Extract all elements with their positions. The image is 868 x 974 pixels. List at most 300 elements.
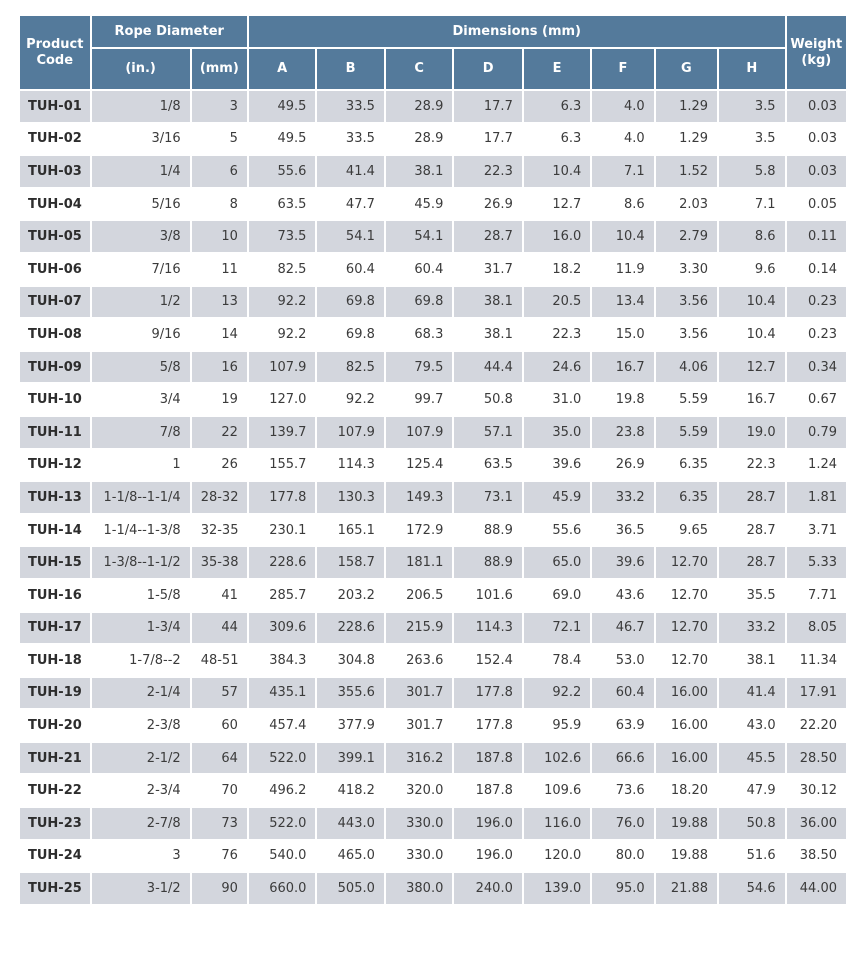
table-cell: 92.2 [248,318,316,351]
table-cell: 92.2 [248,286,316,319]
table-cell: 6 [191,155,248,188]
table-cell: 3.56 [655,286,718,319]
table-cell: 63.9 [591,709,654,742]
table-cell: 9.65 [655,514,718,547]
table-cell: 90 [191,872,248,905]
table-cell: 3/4 [91,383,191,416]
table-cell: 457.4 [248,709,316,742]
table-cell: 26.9 [591,449,654,482]
product-code-cell: TUH-13 [19,481,91,514]
product-code-cell: TUH-07 [19,286,91,319]
table-cell: 41 [191,579,248,612]
table-cell: 68.3 [385,318,453,351]
product-code-cell: TUH-11 [19,416,91,449]
table-cell: 22 [191,416,248,449]
table-cell: 44.4 [453,351,523,384]
table-row [19,351,847,384]
table-cell: 38.1 [385,155,453,188]
table-cell: 70 [191,774,248,807]
table-cell: 15.0 [591,318,654,351]
table-cell: 177.8 [453,677,523,710]
table-cell: 1/4 [91,155,191,188]
table-cell: 88.9 [453,546,523,579]
table-cell: 45.5 [718,742,786,775]
table-cell: 2.79 [655,220,718,253]
table-cell: 330.0 [385,840,453,873]
table-cell: 3.71 [786,514,847,547]
table-cell: 3.5 [718,90,786,123]
header-dimensions: Dimensions (mm) [248,15,786,48]
table-cell: 22.3 [523,318,591,351]
table-cell: 28.9 [385,90,453,123]
table-cell: 158.7 [316,546,384,579]
spec-table [18,14,848,906]
table-row [19,383,847,416]
table-cell: 33.5 [316,123,384,156]
table-cell: 228.6 [316,612,384,645]
table-cell: 47.7 [316,188,384,221]
table-cell: 230.1 [248,514,316,547]
table-cell: 8.6 [718,220,786,253]
table-cell: 66.6 [591,742,654,775]
table-cell: 1-1/8--1-1/4 [91,481,191,514]
table-cell: 82.5 [248,253,316,286]
table-cell: 16.0 [523,220,591,253]
table-cell: 44 [191,612,248,645]
table-cell: 32-35 [191,514,248,547]
subheader-c: C [385,48,453,90]
table-cell: 177.8 [453,709,523,742]
product-code-cell: TUH-02 [19,123,91,156]
table-cell: 17.7 [453,90,523,123]
table-cell: 19.88 [655,840,718,873]
product-code-cell: TUH-24 [19,840,91,873]
table-cell: 10.4 [523,155,591,188]
table-row [19,840,847,873]
table-cell: 11.34 [786,644,847,677]
table-cell: 0.03 [786,155,847,188]
table-cell: 540.0 [248,840,316,873]
table-cell: 48-51 [191,644,248,677]
table-cell: 187.8 [453,742,523,775]
table-cell: 92.2 [523,677,591,710]
table-cell: 39.6 [523,449,591,482]
header-rope-diameter: Rope Diameter [91,15,248,48]
table-cell: 46.7 [591,612,654,645]
product-code-cell: TUH-25 [19,872,91,905]
table-cell: 107.9 [316,416,384,449]
table-cell: 73.1 [453,481,523,514]
table-cell: 0.03 [786,90,847,123]
table-cell: 1.29 [655,90,718,123]
table-row [19,644,847,677]
table-cell: 1 [91,449,191,482]
table-cell: 5 [191,123,248,156]
table-row [19,742,847,775]
table-cell: 80.0 [591,840,654,873]
table-cell: 11 [191,253,248,286]
table-cell: 54.1 [316,220,384,253]
product-code-cell: TUH-23 [19,807,91,840]
table-cell: 2.03 [655,188,718,221]
table-cell: 139.7 [248,416,316,449]
table-cell: 19.8 [591,383,654,416]
table-cell: 496.2 [248,774,316,807]
table-cell: 50.8 [453,383,523,416]
table-cell: 505.0 [316,872,384,905]
table-cell: 8 [191,188,248,221]
table-cell: 44.00 [786,872,847,905]
table-cell: 3-1/2 [91,872,191,905]
table-cell: 309.6 [248,612,316,645]
table-row [19,416,847,449]
table-cell: 69.0 [523,579,591,612]
table-cell: 17.91 [786,677,847,710]
table-cell: 304.8 [316,644,384,677]
table-row [19,872,847,905]
table-cell: 6.35 [655,449,718,482]
table-cell: 377.9 [316,709,384,742]
table-cell: 60.4 [591,677,654,710]
table-cell: 125.4 [385,449,453,482]
table-cell: 21.88 [655,872,718,905]
subheader-b: B [316,48,384,90]
table-cell: 45.9 [523,481,591,514]
table-cell: 28.9 [385,123,453,156]
subheader-d: D [453,48,523,90]
table-cell: 1-5/8 [91,579,191,612]
table-cell: 10.4 [591,220,654,253]
table-cell: 18.2 [523,253,591,286]
table-cell: 92.2 [316,383,384,416]
table-cell: 43.0 [718,709,786,742]
header-product-code: Product Code [19,15,91,90]
table-cell: 12.7 [718,351,786,384]
table-cell: 3.30 [655,253,718,286]
table-cell: 51.6 [718,840,786,873]
table-cell: 16.7 [718,383,786,416]
table-cell: 28.50 [786,742,847,775]
table-cell: 28.7 [453,220,523,253]
table-cell: 1.81 [786,481,847,514]
table-row [19,90,847,123]
table-cell: 64 [191,742,248,775]
table-cell: 2-7/8 [91,807,191,840]
table-cell: 28.7 [718,514,786,547]
table-cell: 155.7 [248,449,316,482]
table-cell: 55.6 [248,155,316,188]
table-cell: 206.5 [385,579,453,612]
table-row [19,449,847,482]
table-cell: 177.8 [248,481,316,514]
table-cell: 5.8 [718,155,786,188]
table-cell: 443.0 [316,807,384,840]
table-cell: 263.6 [385,644,453,677]
table-cell: 0.14 [786,253,847,286]
table-cell: 79.5 [385,351,453,384]
table-cell: 16.00 [655,677,718,710]
subheader-h: H [718,48,786,90]
table-cell: 60.4 [316,253,384,286]
table-body [19,90,847,905]
table-cell: 3 [91,840,191,873]
table-cell: 95.0 [591,872,654,905]
product-code-cell: TUH-19 [19,677,91,710]
table-row [19,481,847,514]
table-cell: 26 [191,449,248,482]
table-cell: 38.1 [453,286,523,319]
table-cell: 285.7 [248,579,316,612]
table-cell: 12.70 [655,612,718,645]
table-cell: 380.0 [385,872,453,905]
table-cell: 95.9 [523,709,591,742]
table-cell: 215.9 [385,612,453,645]
table-cell: 114.3 [316,449,384,482]
table-cell: 36.5 [591,514,654,547]
table-cell: 2-1/4 [91,677,191,710]
table-cell: 82.5 [316,351,384,384]
product-code-cell: TUH-17 [19,612,91,645]
table-cell: 2-3/8 [91,709,191,742]
table-cell: 33.2 [591,481,654,514]
table-cell: 69.8 [316,286,384,319]
table-cell: 1.52 [655,155,718,188]
table-cell: 181.1 [385,546,453,579]
product-code-cell: TUH-06 [19,253,91,286]
product-code-cell: TUH-20 [19,709,91,742]
table-cell: 38.1 [718,644,786,677]
table-cell: 35-38 [191,546,248,579]
table-cell: 4.0 [591,123,654,156]
table-cell: 17.7 [453,123,523,156]
table-cell: 49.5 [248,123,316,156]
table-cell: 301.7 [385,677,453,710]
table-cell: 18.20 [655,774,718,807]
table-cell: 4.06 [655,351,718,384]
table-cell: 130.3 [316,481,384,514]
table-cell: 14 [191,318,248,351]
table-cell: 1.24 [786,449,847,482]
table-cell: 12.70 [655,546,718,579]
table-cell: 55.6 [523,514,591,547]
table-cell: 33.5 [316,90,384,123]
table-cell: 38.1 [453,318,523,351]
table-cell: 8.6 [591,188,654,221]
table-cell: 99.7 [385,383,453,416]
table-cell: 316.2 [385,742,453,775]
table-cell: 35.0 [523,416,591,449]
table-cell: 28.7 [718,546,786,579]
table-cell: 9/16 [91,318,191,351]
table-cell: 107.9 [385,416,453,449]
table-row [19,514,847,547]
table-cell: 88.9 [453,514,523,547]
table-cell: 50.8 [718,807,786,840]
table-cell: 320.0 [385,774,453,807]
table-cell: 65.0 [523,546,591,579]
table-row [19,253,847,286]
table-cell: 11.9 [591,253,654,286]
table-cell: 3 [191,90,248,123]
table-cell: 139.0 [523,872,591,905]
table-cell: 19.0 [718,416,786,449]
product-code-cell: TUH-22 [19,774,91,807]
table-cell: 3.5 [718,123,786,156]
table-cell: 522.0 [248,807,316,840]
product-code-cell: TUH-16 [19,579,91,612]
table-cell: 54.1 [385,220,453,253]
table-row [19,709,847,742]
table-cell: 1-7/8--2 [91,644,191,677]
product-code-cell: TUH-01 [19,90,91,123]
table-cell: 7/16 [91,253,191,286]
table-cell: 1-3/4 [91,612,191,645]
table-cell: 522.0 [248,742,316,775]
product-code-cell: TUH-12 [19,449,91,482]
table-cell: 1.29 [655,123,718,156]
table-cell: 127.0 [248,383,316,416]
table-cell: 10.4 [718,318,786,351]
table-row [19,188,847,221]
table-cell: 1-1/4--1-3/8 [91,514,191,547]
table-cell: 28.7 [718,481,786,514]
table-cell: 45.9 [385,188,453,221]
table-cell: 384.3 [248,644,316,677]
table-cell: 165.1 [316,514,384,547]
table-cell: 5.33 [786,546,847,579]
table-row [19,807,847,840]
table-cell: 0.79 [786,416,847,449]
table-cell: 7/8 [91,416,191,449]
table-cell: 5/8 [91,351,191,384]
table-cell: 53.0 [591,644,654,677]
table-cell: 13.4 [591,286,654,319]
table-cell: 399.1 [316,742,384,775]
table-cell: 355.6 [316,677,384,710]
table-cell: 16.00 [655,742,718,775]
table-row [19,220,847,253]
table-cell: 7.71 [786,579,847,612]
table-cell: 20.5 [523,286,591,319]
table-cell: 43.6 [591,579,654,612]
table-cell: 5.59 [655,383,718,416]
table-cell: 63.5 [248,188,316,221]
product-code-cell: TUH-03 [19,155,91,188]
product-code-cell: TUH-10 [19,383,91,416]
table-cell: 12.7 [523,188,591,221]
product-code-cell: TUH-08 [19,318,91,351]
table-cell: 4.0 [591,90,654,123]
table-row [19,677,847,710]
table-cell: 31.7 [453,253,523,286]
table-cell: 41.4 [718,677,786,710]
table-cell: 23.8 [591,416,654,449]
table-cell: 660.0 [248,872,316,905]
table-cell: 3/8 [91,220,191,253]
table-cell: 465.0 [316,840,384,873]
table-cell: 35.5 [718,579,786,612]
table-cell: 16.7 [591,351,654,384]
table-row [19,318,847,351]
table-cell: 76 [191,840,248,873]
product-code-cell: TUH-05 [19,220,91,253]
subheader-f: F [591,48,654,90]
table-cell: 172.9 [385,514,453,547]
table-cell: 7.1 [718,188,786,221]
subheader-a: A [248,48,316,90]
table-cell: 69.8 [316,318,384,351]
table-cell: 73.5 [248,220,316,253]
table-cell: 0.23 [786,318,847,351]
table-cell: 69.8 [385,286,453,319]
table-cell: 78.4 [523,644,591,677]
table-cell: 6.3 [523,123,591,156]
table-cell: 240.0 [453,872,523,905]
table-cell: 187.8 [453,774,523,807]
table-cell: 22.3 [718,449,786,482]
table-cell: 1/2 [91,286,191,319]
table-cell: 22.20 [786,709,847,742]
table-cell: 0.67 [786,383,847,416]
product-code-cell: TUH-21 [19,742,91,775]
table-cell: 203.2 [316,579,384,612]
table-row [19,579,847,612]
table-cell: 16 [191,351,248,384]
table-cell: 330.0 [385,807,453,840]
table-cell: 301.7 [385,709,453,742]
table-cell: 149.3 [385,481,453,514]
table-cell: 114.3 [453,612,523,645]
table-cell: 1/8 [91,90,191,123]
table-cell: 19 [191,383,248,416]
table-cell: 8.05 [786,612,847,645]
table-cell: 109.6 [523,774,591,807]
table-cell: 101.6 [453,579,523,612]
table-cell: 107.9 [248,351,316,384]
subheader-mm: (mm) [191,48,248,90]
table-cell: 12.70 [655,579,718,612]
table-row [19,155,847,188]
table-cell: 76.0 [591,807,654,840]
table-cell: 0.23 [786,286,847,319]
product-code-cell: TUH-15 [19,546,91,579]
table-cell: 49.5 [248,90,316,123]
table-cell: 116.0 [523,807,591,840]
table-cell: 2-1/2 [91,742,191,775]
table-cell: 38.50 [786,840,847,873]
table-cell: 3/16 [91,123,191,156]
product-code-cell: TUH-14 [19,514,91,547]
table-cell: 28-32 [191,481,248,514]
table-cell: 33.2 [718,612,786,645]
table-cell: 19.88 [655,807,718,840]
product-code-cell: TUH-04 [19,188,91,221]
table-cell: 228.6 [248,546,316,579]
table-cell: 9.6 [718,253,786,286]
table-cell: 73.6 [591,774,654,807]
subheader-inches: (in.) [91,48,191,90]
table-cell: 57.1 [453,416,523,449]
table-cell: 2-3/4 [91,774,191,807]
table-cell: 196.0 [453,840,523,873]
table-cell: 73 [191,807,248,840]
table-cell: 30.12 [786,774,847,807]
table-cell: 152.4 [453,644,523,677]
header-weight: Weight (kg) [786,15,847,90]
table-cell: 22.3 [453,155,523,188]
table-cell: 6.35 [655,481,718,514]
table-row [19,286,847,319]
